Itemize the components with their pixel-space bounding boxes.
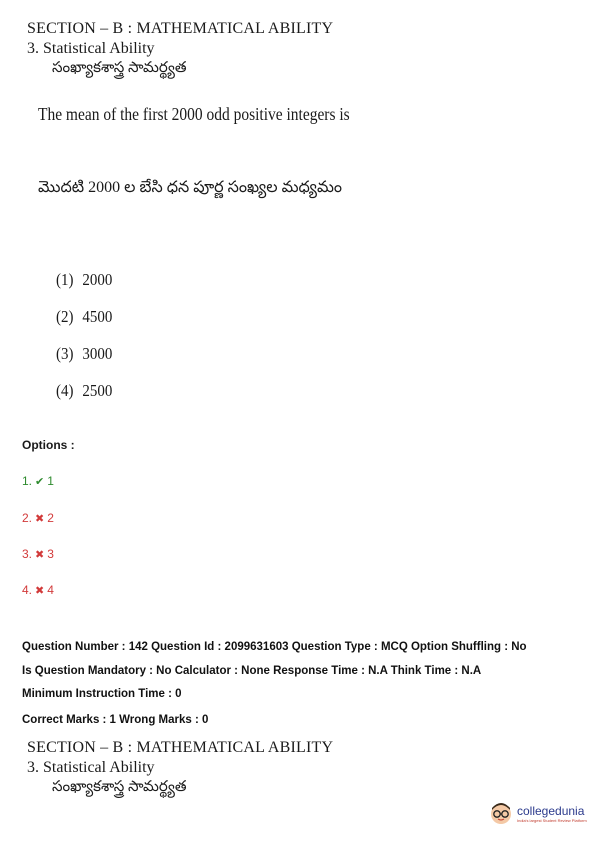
collegedunia-logo	[489, 800, 587, 826]
section-subtitle-2: 3. Statistical Ability	[27, 759, 155, 776]
option-label: 2.	[22, 511, 33, 525]
option-value: 1	[47, 474, 54, 488]
mascot-icon	[489, 800, 513, 826]
section-telugu: సంఖ్యాకశాస్త్ర సామర్థ్యత	[52, 60, 187, 76]
section-title-2: SECTION – B : MATHEMATICAL ABILITY	[27, 739, 334, 756]
question-meta-line-3: Minimum Instruction Time : 0	[22, 688, 182, 700]
choice-value: 2500	[82, 381, 113, 400]
choice-number: (2)	[56, 307, 74, 326]
section-title: SECTION – B : MATHEMATICAL ABILITY	[27, 20, 334, 37]
question-text: The mean of the first 2000 odd positive integers is	[38, 104, 350, 124]
question-meta-line-1: Question Number : 142 Question Id : 2099631603 Question Type : MCQ Option Shuffling : No	[22, 641, 527, 653]
choice-value: 2000	[82, 270, 113, 289]
option-label: 1.	[22, 474, 33, 488]
question-telugu: మొదటి 2000 ల బేసి ధన పూర్ణ సంఖ్యల మధ్యమం	[38, 179, 343, 196]
option-2	[22, 511, 54, 525]
choice-number: (4)	[56, 381, 74, 400]
choice-number: (3)	[56, 344, 74, 363]
section-subtitle: 3. Statistical Ability	[27, 40, 155, 57]
check-icon: ✔	[35, 475, 45, 488]
cross-icon: ✖	[35, 548, 45, 561]
question-meta-line-2: Is Question Mandatory : No Calculator : None Response Time : N.A Think Time : N.A	[22, 665, 482, 677]
choice-value: 4500	[82, 307, 113, 326]
choice-1	[56, 270, 112, 290]
brand-tagline: India's largest Student Review Platform	[517, 817, 587, 823]
choice-number: (1)	[56, 270, 74, 289]
choice-3	[56, 344, 112, 364]
option-4	[22, 583, 54, 597]
option-1	[22, 474, 54, 488]
section-telugu-2: సంఖ్యాకశాస్త్ర సామర్థ్యత	[52, 779, 187, 795]
option-label: 4.	[22, 583, 33, 597]
option-value: 3	[47, 547, 54, 561]
option-3	[22, 547, 54, 561]
question-meta-line-4: Correct Marks : 1 Wrong Marks : 0	[22, 714, 209, 726]
option-value: 2	[47, 511, 54, 525]
cross-icon: ✖	[35, 584, 45, 597]
choice-value: 3000	[82, 344, 113, 363]
options-heading: Options :	[22, 438, 75, 452]
choice-4	[56, 381, 112, 401]
option-label: 3.	[22, 547, 33, 561]
choice-2	[56, 307, 112, 327]
brand-name: collegedunia	[517, 803, 585, 818]
option-value: 4	[47, 583, 54, 597]
cross-icon: ✖	[35, 512, 45, 525]
